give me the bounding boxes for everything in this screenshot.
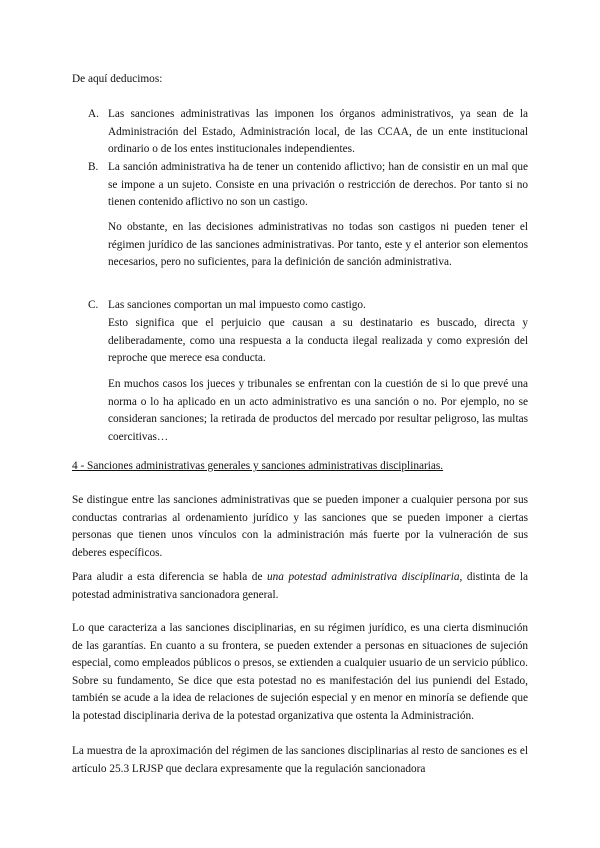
list-item-b-note: No obstante, en las decisiones administrativas no todas son castigos ni pueden tener el régimen jurídico de las sanciones administrativas. Por tanto, este y el anterior son elementos necesarios, pero no suficientes, para la definición de sanción administrativa.: [108, 221, 528, 269]
list-item-a: Las sanciones administrativas las imponen los órganos administrativos, ya sean de la Administración del Estado, Administración local, de las CCAA, de un ente institucional ordinario o de los entes institucionales independientes.: [108, 108, 528, 156]
list-item-c-note: En muchos casos los jueces y tribunales se enfrentan con la cuestión de si lo que prevé una norma o lo ha aplicado en un acto administrativo es una sanción o no. Por ejemplo, no se consideran sanciones; la retirada de productos del mercado por resultar peligroso, las multas coercitivas…: [108, 378, 528, 443]
paragraph-3: Lo que caracteriza a las sanciones disciplinarias, en su régimen jurídico, es una cierta disminución de las garantías. En cuanto a su frontera, se pueden extender a personas en situaciones de sujeción especial, como empleados públicos o presos, se extienden a cualquier usuario de un servicio público. Sobre su fundamento, Se dice que esta potestad no es manifestación del ius puniendi del Estado, también se acude a la idea de relaciones de sujeción especial y en menor en minoría se defiende que la potestad disciplinaria deriva de la potestad organizativa que ostenta la Administración.: [72, 622, 528, 722]
list-marker-c: C.: [88, 299, 99, 311]
paragraph-2: [72, 569, 528, 604]
list-item-c-detail: Esto significa que el perjuicio que causan a su destinatario es buscado, directa y deliberadamente, como una respuesta a la conducta ilegal realizada y como expresión del reproche que merece esa conducta.: [108, 317, 528, 365]
list-item-b: La sanción administrativa ha de tener un contenido aflictivo; han de consistir en un mal que se impone a un sujeto. Consiste en una privación o restricción de derechos. Por tanto si no tienen contenido aflictivo no son un castigo.: [108, 161, 528, 209]
section-heading: 4 - Sanciones administrativas generales y sanciones administrativas disciplinarias.: [72, 460, 444, 472]
paragraph-2-start: Para aludir a esta diferencia se habla de: [72, 571, 267, 583]
list-marker-b: B.: [88, 161, 99, 173]
paragraph-1: Se distingue entre las sanciones administrativas que se pueden imponer a cualquier persona por sus conductas contrarias al ordenamiento jurídico y las sanciones que se pueden imponer a ciertas personas que tienen unos vínculos con la administración más fuerte por la vulneración de sus deberes específicos.: [72, 494, 528, 559]
paragraph-4: La muestra de la aproximación del régimen de las sanciones disciplinarias al resto de sanciones es el artículo 25.3 LRJSP que declara expresamente que la regulación sancionadora: [72, 745, 528, 775]
intro-text: De aquí deducimos:: [72, 73, 163, 85]
paragraph-2-emphasis: una potestad administrativa disciplinaria: [267, 571, 460, 583]
list-item-c: Las sanciones comportan un mal impuesto como castigo.: [108, 299, 366, 311]
list-marker-a: A.: [88, 108, 99, 120]
paragraph-2-end: , distinta de la potestad administrativa sancionadora general.: [72, 571, 528, 601]
